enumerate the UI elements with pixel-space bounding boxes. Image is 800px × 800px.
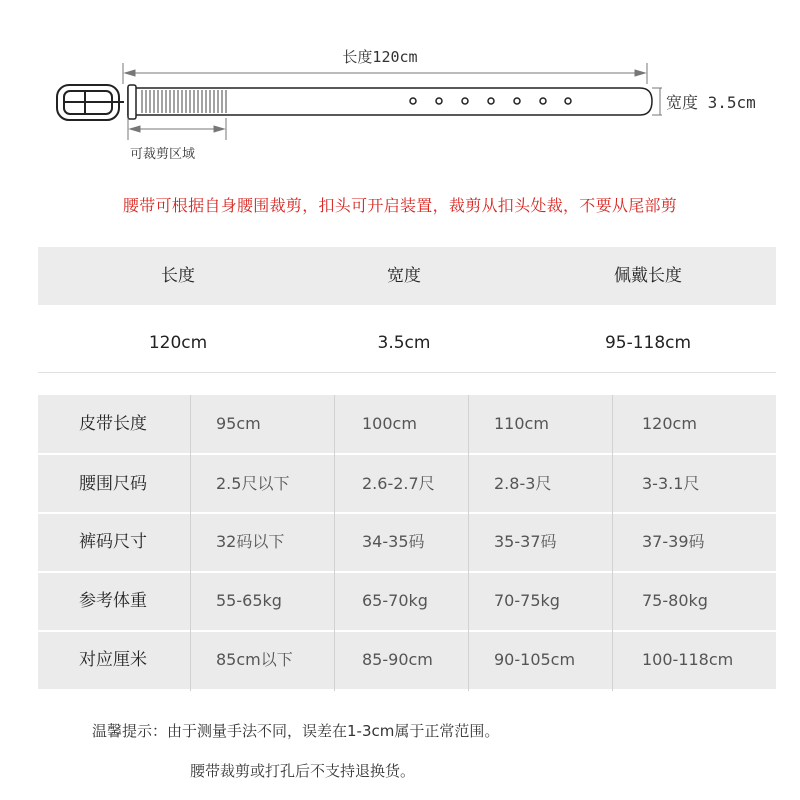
table-cell: 35-37码: [494, 532, 557, 551]
row-label: 皮带长度: [79, 414, 147, 434]
crop-area-label: 可裁剪区域: [130, 147, 196, 162]
return-policy-note: 腰带裁剪或打孔后不支持退换货。: [190, 762, 416, 780]
table-cell: 95cm: [216, 414, 261, 433]
size-table: [38, 395, 776, 691]
row-label: 腰围尺码: [79, 474, 147, 494]
column-divider: [612, 395, 613, 691]
table-cell: 2.6-2.7尺: [362, 474, 435, 493]
belt-keeper: [128, 85, 136, 119]
table-cell: 2.8-3尺: [494, 474, 552, 493]
spec-header-wear-length: 佩戴长度: [614, 266, 682, 286]
crop-area-dimension: [128, 118, 226, 140]
table-cell: 70-75kg: [494, 591, 560, 610]
table-row: [38, 395, 776, 453]
table-row: [38, 572, 776, 630]
cutting-warning: 腰带可根据自身腰围裁剪，扣头可开启装置，裁剪从扣头处裁，不要从尾部剪: [122, 196, 678, 215]
table-cell: 65-70kg: [362, 591, 428, 610]
table-cell: 2.5尺以下: [216, 474, 290, 493]
table-row: [38, 455, 776, 513]
table-row: [38, 513, 776, 571]
table-cell: 75-80kg: [642, 591, 708, 610]
row-label: 裤码尺寸: [79, 532, 147, 552]
column-divider: [468, 395, 469, 691]
table-cell: 32码以下: [216, 532, 285, 551]
measurement-note: 温馨提示：由于测量手法不同，误差在1-3cm属于正常范围。: [92, 722, 500, 740]
row-divider: [38, 630, 776, 632]
table-cell: 110cm: [494, 414, 549, 433]
table-row: [38, 631, 776, 689]
buckle-icon: [57, 85, 124, 120]
table-cell: 34-35码: [362, 532, 425, 551]
length-label: 长度120cm: [342, 48, 418, 66]
belt-strap: [128, 88, 652, 115]
table-cell: 3-3.1尺: [642, 474, 700, 493]
row-divider: [38, 453, 776, 455]
column-divider: [334, 395, 335, 691]
spec-value-length: 120cm: [148, 333, 208, 353]
table-cell: 55-65kg: [216, 591, 282, 610]
spec-header-length: 长度: [161, 266, 195, 286]
table-cell: 85cm以下: [216, 650, 293, 669]
row-label: 对应厘米: [79, 650, 147, 670]
spec-value-wear-length: 95-118cm: [604, 333, 692, 353]
spec-value-width: 3.5cm: [377, 333, 431, 353]
table-cell: 120cm: [642, 414, 697, 433]
width-dimension: [652, 88, 662, 115]
belt-diagram: [0, 0, 800, 170]
spec-header-width: 宽度: [387, 266, 421, 286]
spec-table-values: [38, 314, 776, 373]
table-cell: 85-90cm: [362, 650, 433, 669]
table-cell: 100cm: [362, 414, 417, 433]
table-cell: 100-118cm: [642, 650, 734, 669]
row-divider: [38, 512, 776, 514]
column-divider: [190, 395, 191, 691]
row-label: 参考体重: [79, 591, 147, 611]
table-cell: 37-39码: [642, 532, 705, 551]
width-label: 宽度 3.5cm: [666, 93, 756, 112]
table-cell: 90-105cm: [494, 650, 576, 669]
spec-table-header: [38, 247, 776, 305]
row-divider: [38, 571, 776, 573]
